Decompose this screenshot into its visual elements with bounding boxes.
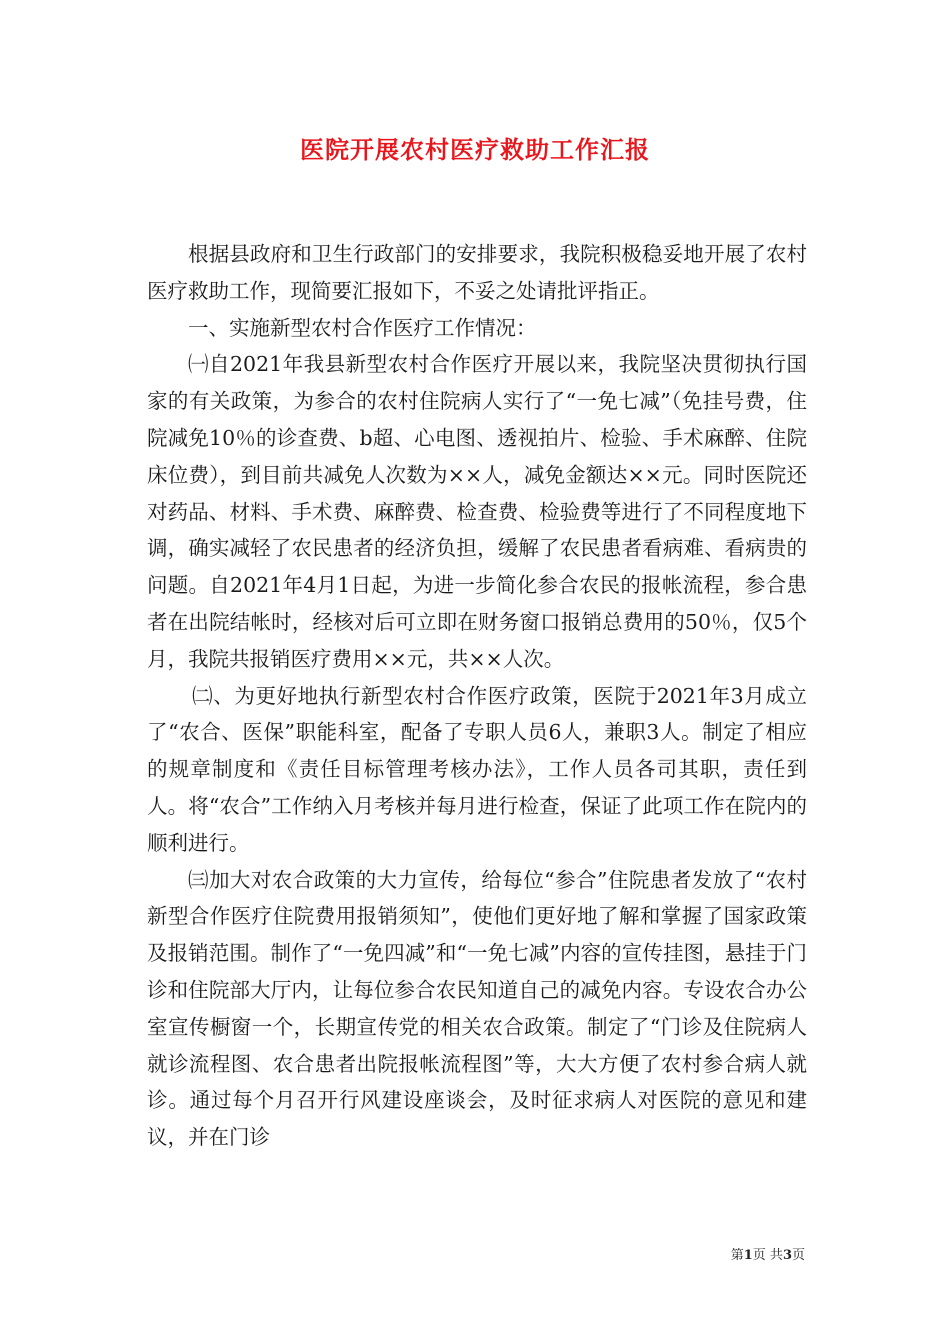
page-number-suffix: 页	[791, 1248, 805, 1263]
paragraph-item-1: ㈠自2021年我县新型农村合作医疗开展以来，我院坚决贯彻执行国家的有关政策，为参合的农村住院病人实行了“一免七减”（免挂号费，住院减免10％的诊查费、b超、心电图、透视拍片、检验、手术麻醉、住院床位费），到目前共减免人次数为××人，减免金额达××元。同时医院还对药品、材料、手术费、麻醉费、检查费、检验费等进行了不同程度地下调，确实减轻了农民患者的经济负担，缓解了农民患者看病难、看病贵的问题。自2021年4月1日起，为进一步简化参合农民的报帐流程，参合患者在出院结帐时，经核对后可立即在财务窗口报销总费用的50％，仅5个月，我院共报销医疗费用××元，共××人次。	[147, 352, 807, 671]
paragraph-item-2: ㈡、为更好地执行新型农村合作医疗政策，医院于2021年3月成立了“农合、医保”职能科室，配备了专职人员6人，兼职3人。制定了相应的规章制度和《责任目标管理考核办法》，工作人员各司其职，责任到人。将“农合”工作纳入月考核并每月进行检查，保证了此项工作在院内的顺利进行。	[147, 683, 807, 855]
document-body	[147, 236, 807, 1156]
paragraph-intro: 根据县政府和卫生行政部门的安排要求，我院积极稳妥地开展了农村医疗救助工作，现简要汇报如下，不妥之处请批评指正。	[147, 242, 807, 303]
page-number-middle: 页 共	[752, 1248, 783, 1263]
page-number	[731, 1247, 805, 1265]
page-number-prefix: 第	[730, 1248, 744, 1263]
page-number-total: 3	[782, 1248, 792, 1263]
section-heading-1: 一、实施新型农村合作医疗工作情况：	[188, 315, 537, 340]
page-number-current: 1	[743, 1248, 753, 1263]
document-title: 医院开展农村医疗救助工作汇报	[300, 135, 650, 164]
paragraph-item-3: ㈢加大对农合政策的大力宣传，给每位“参合”住院患者发放了“农村新型合作医疗住院费用报销须知”，使他们更好地了解和掌握了国家政策及报销范围。制作了“一免四减”和“一免七减”内容的宣传挂图，悬挂于门诊和住院部大厅内，让每位参合农民知道自己的减免内容。专设农合办公室宣传橱窗一个，长期宣传党的相关农合政策。制定了“门诊及住院病人就诊流程图、农合患者出院报帐流程图”等，大大方便了农村参合病人就诊。通过每个月召开行风建设座谈会，及时征求病人对医院的意见和建议，并在门诊	[147, 867, 807, 1150]
